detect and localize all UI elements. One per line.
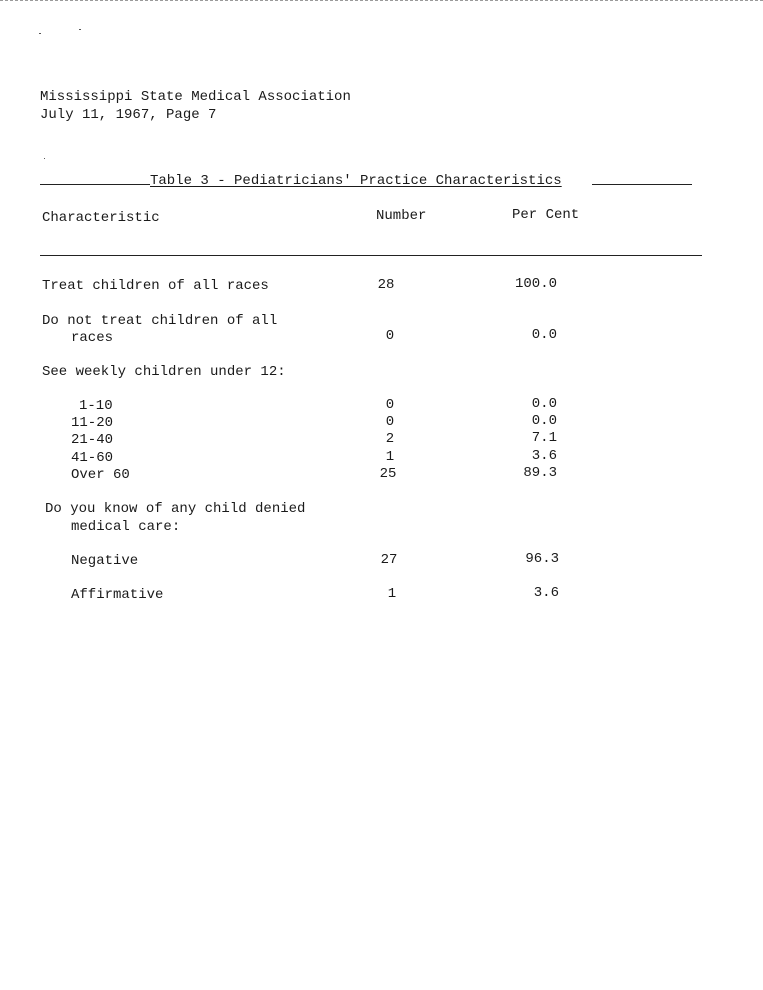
row-percent: 89.3: [523, 465, 557, 481]
section-heading-weekly: See weekly children under 12:: [42, 364, 286, 380]
date-and-page: July 11, 1967, Page 7: [40, 107, 217, 123]
scan-speck: [44, 158, 45, 159]
row-percent: 100.0: [514, 276, 557, 292]
column-header-characteristic: Characteristic: [42, 210, 160, 226]
row-label: 21-40: [71, 432, 114, 448]
row-number: 28: [377, 277, 395, 293]
row-number: 0: [385, 414, 395, 430]
page-top-edge: [0, 0, 763, 1]
row-percent: 3.6: [533, 585, 559, 601]
row-percent: 3.6: [531, 448, 557, 464]
row-number: 0: [385, 397, 395, 413]
column-header-percent: Per Cent: [512, 207, 580, 223]
scan-speck: [39, 33, 41, 34]
table-title: Table 3 - Pediatricians' Practice Characteristics: [150, 173, 562, 189]
row-label: 41-60: [71, 450, 114, 466]
row-label: Do not treat children of all: [42, 313, 278, 329]
row-percent: 0.0: [531, 413, 557, 429]
row-percent: 0.0: [531, 396, 557, 412]
section-heading-line: medical care:: [71, 519, 181, 535]
row-label: Negative: [71, 553, 139, 569]
row-number: 1: [387, 586, 397, 602]
row-label: Treat children of all races: [42, 278, 269, 294]
row-percent: 96.3: [525, 551, 559, 567]
section-heading-line: Do you know of any child denied: [45, 501, 306, 517]
title-rule-left: [40, 184, 150, 185]
scan-speck: [79, 29, 81, 30]
row-label: 1-10: [79, 398, 113, 414]
row-percent: 0.0: [531, 327, 557, 343]
row-number: 25: [379, 466, 397, 482]
row-label: Over 60: [71, 467, 130, 483]
title-rule-right: [592, 184, 692, 185]
row-number: 0: [385, 328, 395, 344]
row-label-continued: races: [71, 330, 114, 346]
column-header-number: Number: [376, 208, 427, 224]
row-label: Affirmative: [71, 587, 164, 603]
organization-name: Mississippi State Medical Association: [40, 89, 351, 105]
row-number: 2: [385, 431, 395, 447]
row-percent: 7.1: [531, 430, 557, 446]
header-rule: [40, 255, 702, 256]
row-number: 1: [385, 449, 395, 465]
row-number: 27: [380, 552, 398, 568]
row-label: 11-20: [71, 415, 114, 431]
